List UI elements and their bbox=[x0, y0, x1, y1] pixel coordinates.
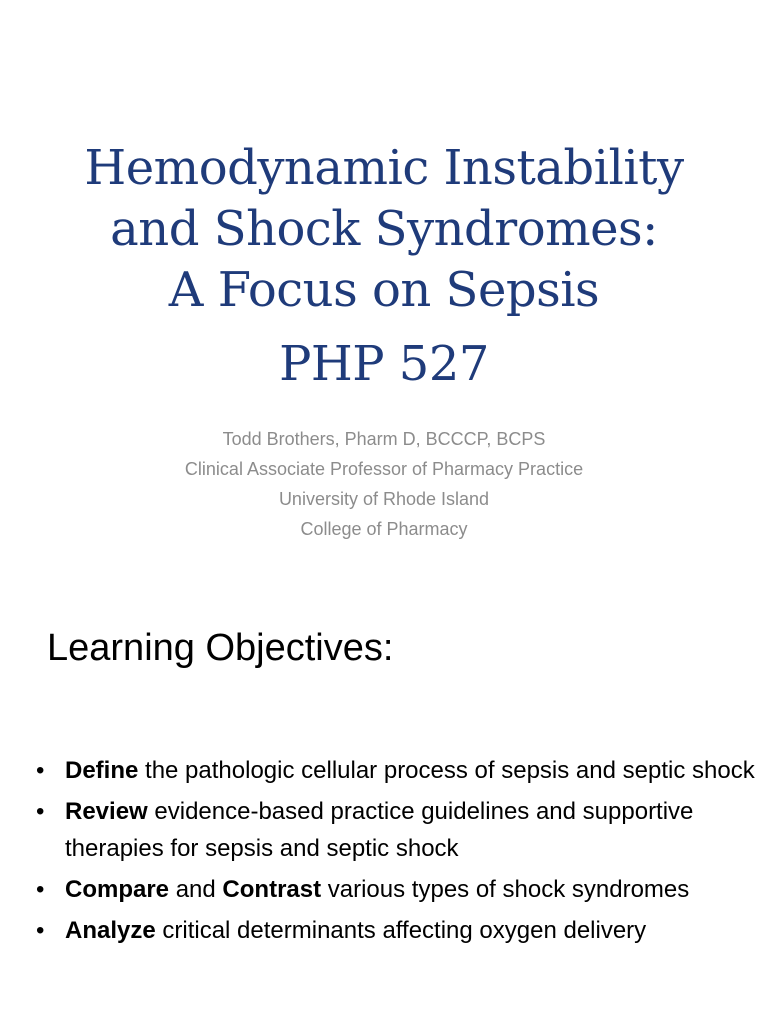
title-line-3: A Focus on Sepsis bbox=[168, 262, 600, 318]
objective-text: the pathologic cellular process of sepsis and septic shock bbox=[138, 757, 755, 784]
objective-compare-contrast bbox=[36, 871, 756, 908]
bullet-icon: • bbox=[36, 798, 45, 825]
bullet-icon: • bbox=[36, 876, 45, 903]
bullet-icon: • bbox=[36, 917, 45, 944]
author-info bbox=[0, 424, 768, 544]
objective-verb: Compare bbox=[65, 876, 170, 903]
objective-connector: and bbox=[169, 876, 223, 903]
objectives-heading: Learning Objectives: bbox=[47, 627, 394, 669]
author-name: Todd Brothers, Pharm D, BCCCP, BCPS bbox=[222, 429, 546, 449]
bullet-icon: • bbox=[36, 757, 45, 784]
objective-verb: Review bbox=[65, 798, 148, 825]
objective-define bbox=[36, 752, 756, 789]
title-line-2: and Shock Syndromes: bbox=[110, 201, 658, 257]
course-code: PHP 527 bbox=[279, 336, 489, 392]
objective-text: critical determinants affecting oxygen delivery bbox=[155, 917, 647, 944]
objectives-list bbox=[36, 752, 756, 953]
objective-verb: Analyze bbox=[65, 917, 156, 944]
objective-verb-2: Contrast bbox=[222, 876, 322, 903]
author-college: College of Pharmacy bbox=[300, 519, 468, 539]
objective-analyze bbox=[36, 912, 756, 949]
objective-verb: Define bbox=[65, 757, 139, 784]
objective-text: various types of shock syndromes bbox=[321, 876, 690, 903]
title-slide bbox=[0, 138, 768, 391]
objective-review bbox=[36, 793, 756, 867]
objective-text: evidence-based practice guidelines and supportive therapies for sepsis and septic shock bbox=[65, 798, 694, 862]
title-line-1: Hemodynamic Instability bbox=[84, 140, 684, 196]
author-title: Clinical Associate Professor of Pharmacy Practice bbox=[184, 459, 584, 479]
author-university: University of Rhode Island bbox=[278, 489, 490, 509]
